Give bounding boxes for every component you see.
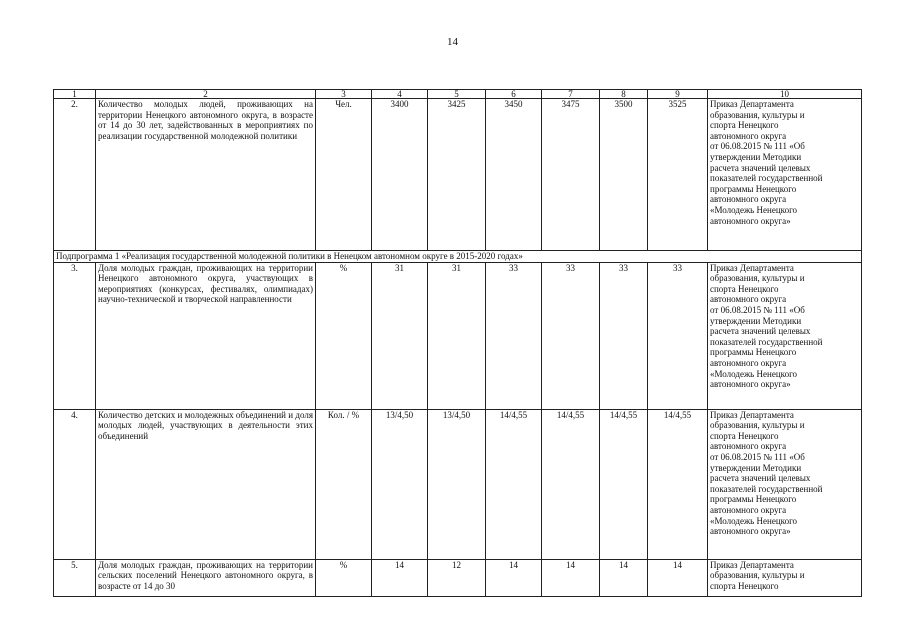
value-cell: 33 [486,262,542,409]
value-cell: 3400 [372,99,428,251]
indicator-name: Количество молодых людей, проживающих на территории Ненецкого автономного округа, в возрасте от 14 до 30 лет, задействованных в мероприятиях по реализации государственной молодежной политики [96,99,316,251]
value-cell: 14 [372,559,428,596]
subprogram-row [54,251,862,263]
column-number: 8 [600,90,648,99]
table-row [54,99,862,251]
indicator-name: Доля молодых граждан, проживающих на территории Ненецкого автономного округа, участвующих в мероприятиях (конкурсах, фестивалях, олимпиадах) научно-технической и творческой направленности [96,262,316,409]
value-cell: 14/4,55 [648,409,708,559]
unit: Чел. [316,99,372,251]
column-number: 10 [708,90,862,99]
column-number-row [54,90,862,99]
value-cell: 14/4,55 [486,409,542,559]
source-document: Приказ Департамента образования, культуры и спорта Ненецкого автономного округа от 06.08.2015 № 111 «Об утверждении Методики расчета значений целевых показателей государственной программы Ненецкого автономного округа «Молодежь Ненецкого автономного округа» [708,409,862,559]
column-number: 7 [542,90,600,99]
row-number: 3. [54,262,96,409]
value-cell: 14 [648,559,708,596]
value-cell: 14 [600,559,648,596]
value-cell: 33 [600,262,648,409]
value-cell: 13/4,50 [428,409,486,559]
row-number: 4. [54,409,96,559]
row-number: 2. [54,99,96,251]
value-cell: 33 [648,262,708,409]
table-row [54,409,862,559]
source-document: Приказ Департамента образования, культуры и спорта Ненецкого автономного округа от 06.08.2015 № 111 «Об утверждении Методики расчета значений целевых показателей государственной программы Ненецкого автономного округа «Молодежь Ненецкого автономного округа» [708,262,862,409]
value-cell: 12 [428,559,486,596]
unit: Кол. / % [316,409,372,559]
indicator-name: Доля молодых граждан, проживающих на территории сельских поселений Ненецкого автономного округа, в возрасте от 14 до 30 [96,559,316,596]
column-number: 2 [96,90,316,99]
value-cell: 3425 [428,99,486,251]
unit: % [316,262,372,409]
table-row [54,262,862,409]
value-cell: 3500 [600,99,648,251]
value-cell: 31 [372,262,428,409]
value-cell: 14 [486,559,542,596]
subprogram-title: Подпрограмма 1 «Реализация государственной молодежной политики в Ненецком автономном округе в 2015-2020 годах» [54,251,862,263]
column-number: 4 [372,90,428,99]
column-number: 3 [316,90,372,99]
value-cell: 14/4,55 [542,409,600,559]
column-number: 9 [648,90,708,99]
column-number: 5 [428,90,486,99]
page-number: 14 [447,36,458,48]
value-cell: 14/4,55 [600,409,648,559]
source-document: Приказ Департамента образования, культуры и спорта Ненецкого автономного округа от 06.08.2015 № 111 «Об утверждении Методики расчета значений целевых показателей государственной программы Ненецкого автономного округа «Молодежь Ненецкого автономного округа» [708,99,862,251]
source-document: Приказ Департамента образования, культуры и спорта Ненецкого [708,559,862,596]
value-cell: 3525 [648,99,708,251]
table-row [54,559,862,596]
value-cell: 13/4,50 [372,409,428,559]
value-cell: 3450 [486,99,542,251]
value-cell: 14 [542,559,600,596]
value-cell: 3475 [542,99,600,251]
indicator-name: Количество детских и молодежных объединений и доля молодых людей, участвующих в деятельности этих объединений [96,409,316,559]
value-cell: 33 [542,262,600,409]
column-number: 6 [486,90,542,99]
unit: % [316,559,372,596]
indicators-table [53,89,862,597]
column-number: 1 [54,90,96,99]
value-cell: 31 [428,262,486,409]
row-number: 5. [54,559,96,596]
